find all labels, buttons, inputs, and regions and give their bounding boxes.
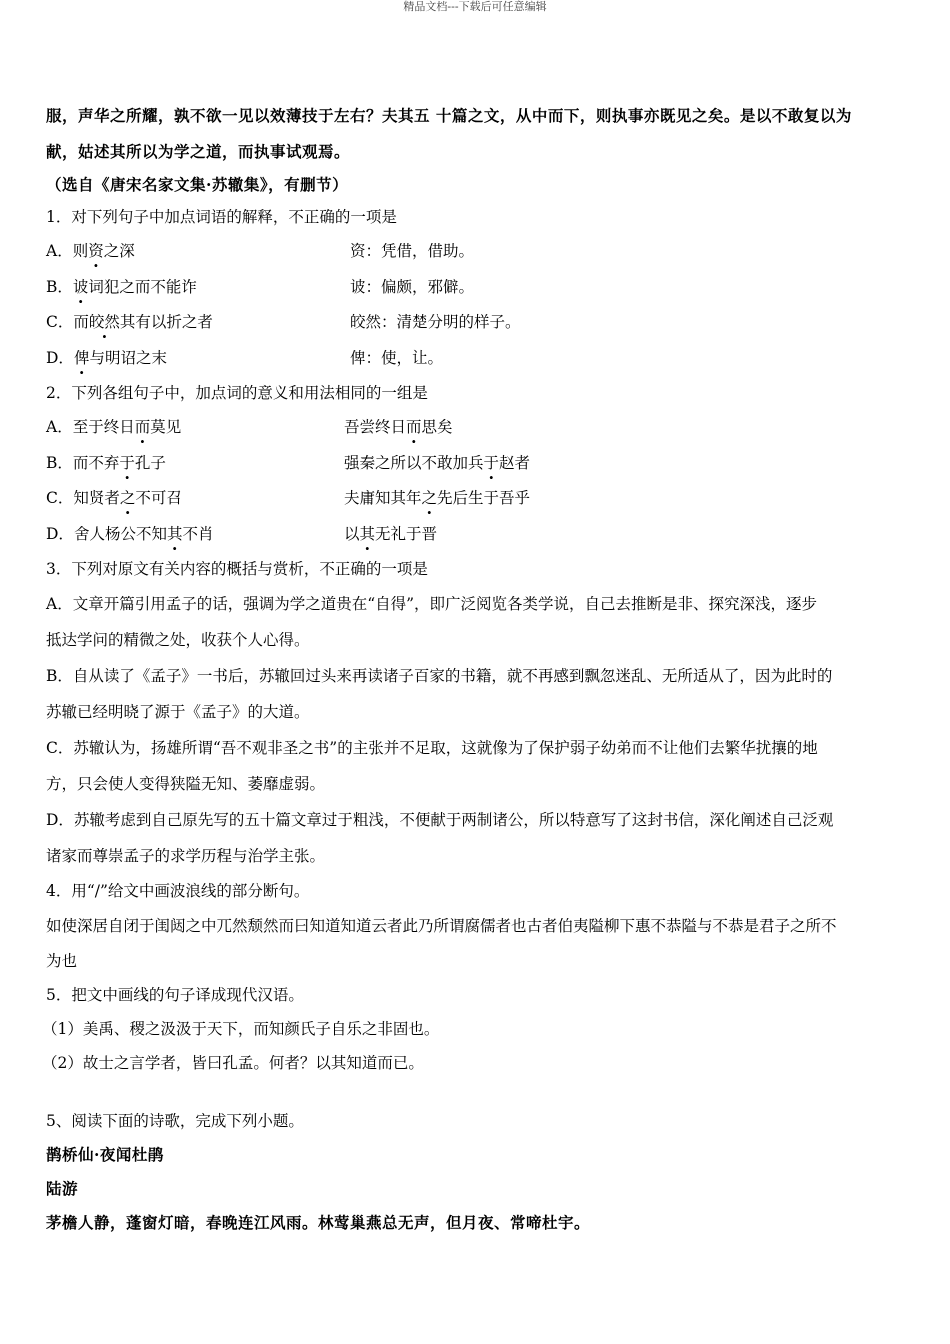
option-text: 吾尝终日	[344, 418, 407, 436]
option-text: 至于终日	[72, 418, 135, 436]
q3-stem: 3．下列对原文有关内容的概括与赏析，不正确的一项是	[46, 560, 428, 578]
q3-option-a-line1: A．文章开篇引用孟子的话，强调为学之道贵在“自得”，即广泛阅览各类学说，自己去推断是非、探究深浅，逐步	[46, 595, 818, 613]
option-explanation: 诐：偏颇，邪僻。	[350, 277, 475, 296]
dotted-word: 于	[483, 453, 500, 472]
q3-option-b-line2: 苏辙已经明晓了源于《孟子》的大道。	[46, 703, 310, 721]
option-text: 莫见	[150, 418, 182, 436]
option-label: D．	[46, 348, 74, 367]
option-text: 孔子	[134, 453, 166, 472]
option-text: 强秦之所以不敢加兵	[344, 453, 484, 472]
q5-sentence-1: （1）美禹、稷之汲汲于天下，而知颜氏子自乐之非固也。	[42, 1020, 440, 1038]
option-text: 之深	[103, 242, 135, 260]
q2-stem: 2．下列各组句子中，加点词的意义和用法相同的一组是	[46, 384, 428, 402]
source-note: （选自《唐宋名家文集·苏辙集》，有删节）	[46, 175, 349, 194]
q1-option-c	[46, 305, 906, 341]
intro-line-2: 献，姑述其所以为学之道，而执事试观焉。	[46, 142, 351, 161]
q4-text-line1: 如使深居自闭于闺闼之中兀然颓然而曰知道知道云者此乃所谓腐儒者也古者伯夷隘柳下惠不恭隘与不恭是君子之所不	[46, 917, 837, 935]
q3-option-c-line1: C．苏辙认为，扬雄所谓“吾不观非圣之书”的主张并不足取，这就像为了保护弱子幼弟而不让他们去繁华扰攘的地	[46, 739, 818, 757]
poem-author: 陆游	[46, 1179, 79, 1198]
q5-sentence-2: （2）故士之言学者，皆曰孔孟。何者？以其知道而已。	[42, 1054, 424, 1072]
q3-option-b-line1: B．自从读了《孟子》一书后，苏辙回过头来再读诸子百家的书籍，就不再感到飘忽迷乱、无所适从了，因为此时的	[46, 667, 833, 685]
q4-stem: 4．用“/”给文中画波浪线的部分断句。	[46, 882, 310, 900]
q2-option-b	[46, 446, 906, 482]
option-text: 无礼于晋	[375, 524, 438, 543]
q1-option-d	[46, 341, 906, 377]
q3-option-c-line2: 方，只会使人变得狭隘无知、萎靡虚弱。	[46, 775, 326, 793]
poem-line-1: 茅檐人静，蓬窗灯暗，春晚连江风雨。林莺巢燕总无声，但月夜、常啼杜宇。	[46, 1213, 591, 1232]
option-label: B．	[46, 453, 73, 472]
option-text: 舍人杨公不知	[73, 524, 167, 543]
option-label: B．	[46, 277, 73, 296]
option-text: 词犯之而不能诈	[88, 277, 197, 296]
page-header: 精品文档---下载后可任意编辑	[403, 0, 547, 13]
q2-option-a	[46, 410, 906, 446]
option-text: 知贤者	[73, 489, 120, 507]
q1-option-a	[46, 234, 906, 270]
dotted-word: 而	[406, 418, 422, 436]
q2-option-c	[46, 481, 906, 517]
intro-line-1: 服，声华之所耀，孰不欲一见以效薄技于左右？夫其五 十篇之文，从中而下，则执事亦既见之矣。是以不敢复以为	[46, 106, 852, 125]
option-text: 不肖	[182, 524, 214, 543]
option-text: 其有以折之者	[119, 313, 213, 331]
dotted-word: 诐	[72, 277, 89, 296]
dotted-word: 其	[359, 524, 376, 543]
option-label: A．	[46, 242, 73, 260]
option-text: 不可召	[135, 489, 182, 507]
option-explanation: 资：凭借，借助。	[350, 242, 475, 260]
q4-text-line2: 为也	[46, 952, 78, 970]
option-explanation: 皎然：清楚分明的样子。	[350, 313, 521, 331]
option-text: 先后生于吾乎	[437, 489, 531, 507]
q2-options	[46, 410, 906, 552]
dotted-word: 之	[421, 489, 438, 507]
dotted-word: 而	[134, 418, 151, 436]
option-label: D．	[46, 524, 74, 543]
option-text: 则	[72, 242, 89, 260]
option-text: 思矣	[421, 418, 453, 436]
option-explanation: 俾：使，让。	[350, 348, 444, 367]
poem-intro: 5、阅读下面的诗歌，完成下列小题。	[46, 1112, 304, 1130]
q2-option-d	[46, 517, 906, 553]
option-text: 夫庸知其年	[344, 489, 422, 507]
dotted-word: 于	[119, 453, 135, 472]
option-text: 赵者	[499, 453, 531, 472]
option-text: 而	[73, 313, 89, 331]
option-label: A．	[46, 418, 73, 436]
q3-option-a-line2: 抵达学问的精微之处，收获个人心得。	[46, 631, 310, 649]
q1-options	[46, 234, 906, 376]
dotted-word: 资	[88, 242, 104, 260]
option-text: 而不弃	[72, 453, 120, 472]
poem-title: 鹊桥仙·夜闻杜鹃	[46, 1145, 164, 1164]
option-label: C．	[46, 489, 74, 507]
dotted-word: 俾	[73, 348, 90, 367]
q3-option-d-line2: 诸家而尊崇孟子的求学历程与治学主张。	[46, 847, 326, 865]
q5-stem: 5．把文中画线的句子译成现代汉语。	[46, 986, 304, 1004]
dotted-word: 其	[166, 524, 183, 543]
q1-stem: 1．对下列句子中加点词语的解释，不正确的一项是	[46, 208, 397, 226]
q1-option-b	[46, 270, 906, 306]
q3-option-d-line1: D．苏辙考虑到自己原先写的五十篇文章过于粗浅，不便献于两制诸公，所以特意写了这封书信，深化阐述自己泛观	[46, 811, 834, 829]
section-gap	[46, 1080, 906, 1104]
option-text: 与明诏之末	[89, 348, 167, 367]
dotted-word: 之	[119, 489, 136, 507]
option-label: C．	[46, 313, 74, 331]
dotted-word: 皎然	[88, 313, 120, 331]
option-text: 以	[344, 524, 360, 543]
document-body	[42, 98, 906, 1240]
